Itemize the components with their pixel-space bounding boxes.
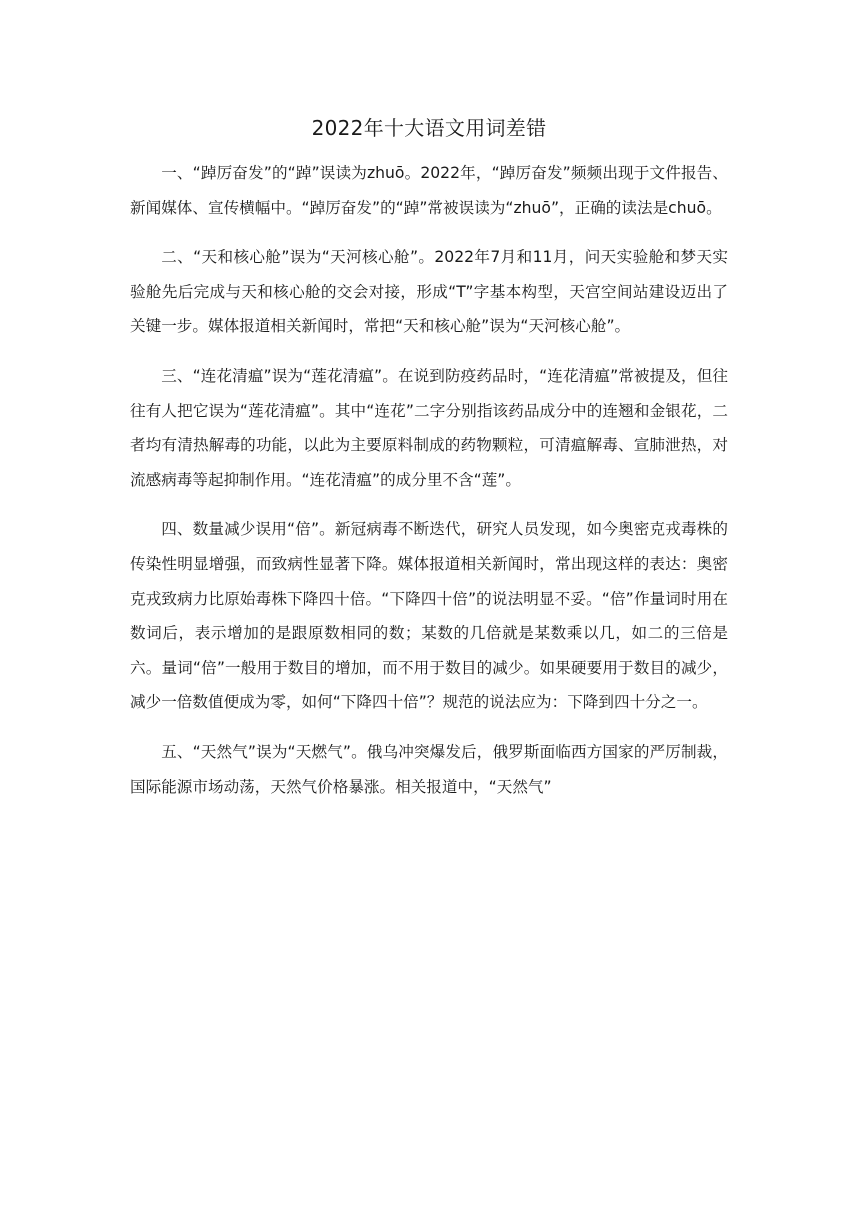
paragraph-3: 三、“连花清瘟”误为“莲花清瘟”。在说到防疫药品时，“连花清瘟”常被提及，但往往有人把它误为“莲花清瘟”。其中“连花”二字分别指该药品成分中的连翘和金银花，二者均有清热解毒的功能，以此为主要原料制成的药物颗粒，可清瘟解毒、宣肺泄热，对流感病毒等起抑制作用。“连花清瘟”的成分里不含“莲”。 xyxy=(130,366,728,489)
document-body xyxy=(130,112,728,819)
paragraph-2: 二、“天和核心舱”误为“天河核心舱”。2022年7月和11月，问天实验舱和梦天实验舱先后完成与天和核心舱的交会对接，形成“T”字基本构型，天宫空间站建设迈出了关键一步。媒体报道相关新闻时，常把“天和核心舱”误为“天河核心舱”。 xyxy=(130,248,728,336)
paragraph-4: 四、数量减少误用“倍”。新冠病毒不断迭代，研究人员发现，如今奥密克戎毒株的传染性明显增强，而致病性显著下降。媒体报道相关新闻时，常出现这样的表达：奥密克戎致病力比原始毒株下降四十倍。“下降四十倍”的说法明显不妥。“倍”作量词时用在数词后，表示增加的是跟原数相同的数；某数的几倍就是某数乘以几，如二的三倍是六。量词“倍”一般用于数目的增加，而不用于数目的减少。如果硬要用于数目的减少，减少一倍数值便成为零，如何“下降四十倍”？规范的说法应为：下降到四十分之一。 xyxy=(130,520,728,712)
document-title: 2022年十大语文用词差错 xyxy=(311,116,547,140)
paragraph-1: 一、“踔厉奋发”的“踔”误读为zhuō。2022年，“踔厉奋发”频频出现于文件报告、新闻媒体、宣传横幅中。“踔厉奋发”的“踔”常被误读为“zhuō”，正确的读法是chuō。 xyxy=(130,164,728,217)
paragraph-5: 五、“天然气”误为“天燃气”。俄乌冲突爆发后，俄罗斯面临西方国家的严厉制裁，国际能源市场动荡，天然气价格暴涨。相关报道中，“天然气” xyxy=(130,742,728,796)
